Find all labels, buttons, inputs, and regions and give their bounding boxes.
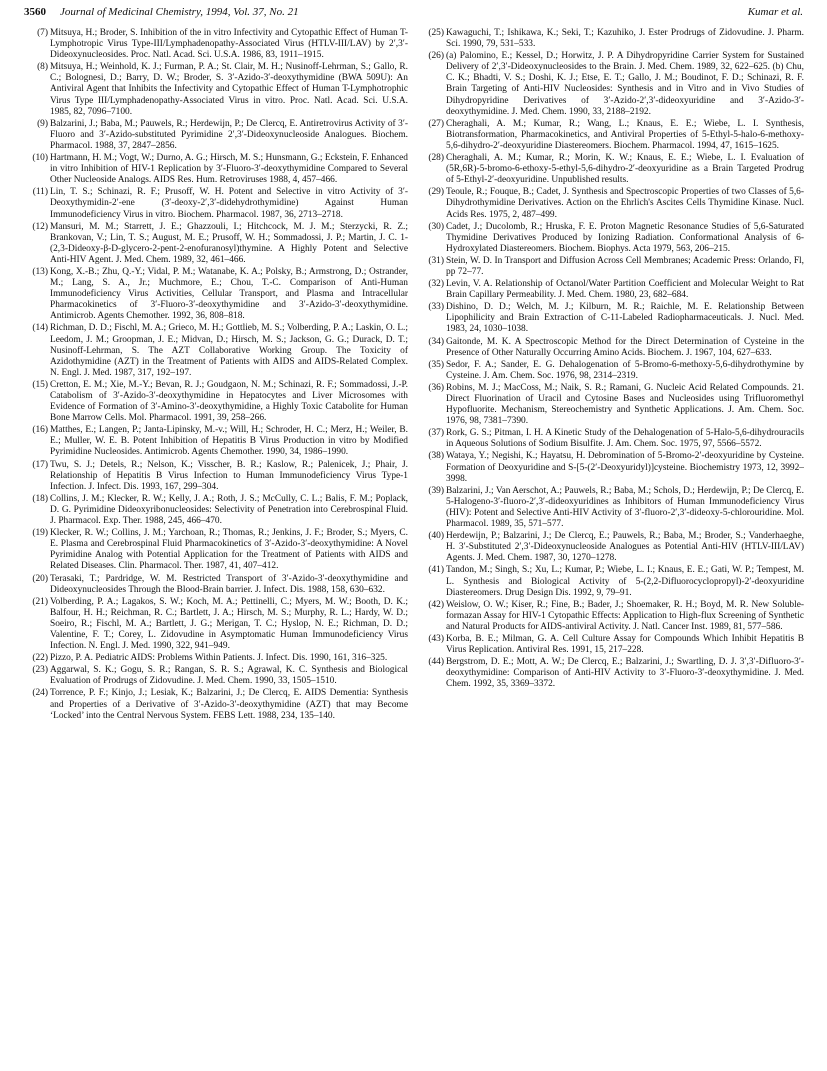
reference-entry <box>420 51 804 118</box>
reference-text: Volberding, P. A.; Lagakos, S. W.; Koch, M. A.; Pettinelli, C.; Myers, M. W.; Booth, D. K.; Balfour, H. H.; Reichman, R. C.; Bartlett, J. A.; Hirsch, M. S.; Murphy, R. L.; Hardy, W. D.; Soeiro, R.; Fischl, M. A.; Bartlett, J. G.; Merigan, T. C.; Hyslop, N. E.; Richman, D. D.; Valentine, F. T.; Corey, L. Zidovudine in Asymptomatic Human Immunodeficiency Virus Infection. N. Engl. J. Med. 1990, 322, 941–949. <box>50 596 408 652</box>
reference-text: Pizzo, P. A. Pediatric AIDS: Problems Within Patients. J. Infect. Dis. 1990, 161, 316–325. <box>50 653 388 664</box>
reference-entry <box>24 380 408 424</box>
reference-entry <box>24 597 408 652</box>
reference-text: Gaitonde, M. K. A Spectroscopic Method for the Direct Determination of Cysteine in the Presence of Other Naturally Occurring Amino Acids. Biochem. J. 1967, 104, 627–633. <box>446 336 804 358</box>
reference-entry <box>24 494 408 527</box>
reference-number: (31) <box>428 255 444 266</box>
reference-number: (36) <box>428 382 444 393</box>
reference-entry <box>420 565 804 598</box>
page-header <box>0 0 827 30</box>
reference-number: (44) <box>428 657 444 668</box>
reference-entry <box>24 28 408 61</box>
reference-entry <box>24 62 408 117</box>
reference-number: (30) <box>428 221 444 232</box>
reference-text: Cretton, E. M.; Xie, M.-Y.; Bevan, R. J.; Goudgaon, N. M.; Schinazi, R. F.; Sommadossi, J.-P. Catabolism of 3′-Azido-3′-deoxythymidine in Hepatocytes and Liver Microsomes with Evidence of Formation of 3′-Amino-3′-deoxythymidine, a Highly Toxic Catabolite for Human Bone Marrow Cells. Mol. Pharmacol. 1991, 39, 258–266. <box>50 379 408 424</box>
reference-entry <box>24 653 408 664</box>
reference-text: Matthes, E.; Langen, P.; Janta-Lipinsky, M.-v.; Will, H.; Schroder, H. C.; Merz, H.; Weiler, B. E.; Muller, W. E. B. Potent Inhibition of Hepatitis B Virus Production in vitro by Modified Pyrimidine Nucleosides. Antimicrob. Agents Chemother. 1990, 34, 1986–1990. <box>50 425 408 458</box>
reference-entry <box>24 187 408 220</box>
reference-entry <box>420 600 804 633</box>
reference-number: (42) <box>428 599 444 610</box>
reference-entry <box>24 688 408 721</box>
reference-number: (21) <box>32 596 48 607</box>
reference-entry <box>24 574 408 596</box>
references-right-column <box>420 28 804 691</box>
reference-text: Mitsuya, H.; Broder, S. Inhibition of the in vitro Infectivity and Cytopathic Effect of Human T-Lymphotropic Virus Type-III/Lymphadenopathy-Associated Virus (HTLV-III/LAV) by 2′,3′-Dideoxynucleosides. Proc. Natl. Acad. Sci. U.S.A. 1986, 83, 1911–1915. <box>50 28 408 61</box>
reference-text: Collins, J. M.; Klecker, R. W.; Kelly, J. A.; Roth, J. S.; McCully, C. L.; Balis, F. M.; Poplack, D. G. Pyrimidine Dideoxyribonucleosides: Selectivity of Penetration into Cerebrospinal Fluid. J. Pharmacol. Exp. Ther. 1988, 245, 466–470. <box>50 493 408 527</box>
reference-text: Richman, D. D.; Fischl, M. A.; Grieco, M. H.; Gottlieb, M. S.; Volberding, P. A.; Laskin, O. L.; Leedom, J. M.; Groopman, J. E.; Midvan, D.; Hirsch, M. S.; Jackson, G. G.; Durack, D. T.; Nusinoff-Lehrman, S. The AZT Collaborative Working Group. The Toxicity of Azidothymidine (AZT) in the Treatment of Patients with AIDS and AIDS-Related Complex. N. Engl. J. Med. 1987, 317, 192–197. <box>50 323 408 378</box>
reference-entry <box>24 222 408 266</box>
reference-number: (41) <box>428 565 444 576</box>
reference-text: Rork, G. S.; Pitman, I. H. A Kinetic Study of the Dehalogenation of 5-Halo-5,6-dihydrouracils in Aqueous Solutions of Sodium Bisulfite. J. Am. Chem. Soc. 1975, 97, 5566–5572. <box>446 428 804 450</box>
reference-entry <box>420 428 804 450</box>
reference-entry <box>24 267 408 322</box>
reference-text: Wataya, Y.; Negishi, K.; Hayatsu, H. Debromination of 5-Bromo-2′-deoxyuridine by Cysteine. Formation of Deoxyuridine and S-[5-(2′-Deoxyuridyl)]cysteine. Biochemistry 1973, 12, 3992–3998. <box>446 451 804 484</box>
reference-number: (38) <box>428 451 444 462</box>
reference-entry <box>24 665 408 687</box>
reference-number: (7) <box>37 28 48 38</box>
reference-entry <box>420 634 804 656</box>
reference-number: (23) <box>32 665 48 676</box>
reference-number: (13) <box>32 266 48 277</box>
reference-text: Cheraghali, A. M.; Kumar, R.; Wang, L.; Knaus, E. E.; Wiebe, L. I. Synthesis, Biotransformation, Pharmacokinetics, and Antiviral Properties of 5-Ethyl-5-halo-6-methoxy-5,6-dihydro-2′-deoxyuridine Diastereomers. Biochem. Pharmacol. 1994, 47, 1615–1625. <box>446 118 804 151</box>
references-left-column <box>24 28 408 723</box>
reference-number: (37) <box>428 428 444 439</box>
reference-number: (26) <box>428 51 444 62</box>
reference-entry <box>420 153 804 186</box>
reference-text: Mitsuya, H.; Weinhold, K. J.; Furman, P. A.; St. Clair, M. H.; Nusinoff-Lehrman, S.; Gallo, R. C.; Bolognesi, D.; Barry, D. W.; Broder, S. 3′-Azido-3′-deoxythymidine (BWA 509U): An Antiviral Agent that Inhibits the Infectivity and Cytopathic Effect of Human T-Lymphotrophic Virus Type III/Lymphadenopathy-Associated Virus in vitro. Proc. Natl. Acad. Sci. U.S.A. 1985, 82, 7096–7100. <box>50 62 408 117</box>
reference-entry <box>420 360 804 382</box>
reference-text: Cadet, J.; Ducolomb, R.; Hruska, F. E. Proton Magnetic Resonance Studies of 5,6-Saturated Thymidine Derivatives Produced by Ionizing Radiation. Conformational Analysis of 6-Hydroxylated Diastereomers. Biochem. Biophys. Acta 1979, 563, 206–215. <box>446 221 804 254</box>
reference-entry <box>420 222 804 255</box>
reference-number: (19) <box>32 528 48 539</box>
reference-text: Kawaguchi, T.; Ishikawa, K.; Seki, T.; Kazuhiko, J. Ester Prodrugs of Zidovudine. J. Pharm. Sci. 1990, 79, 531–533. <box>446 28 804 50</box>
reference-number: (34) <box>428 336 444 347</box>
reference-text: Klecker, R. W.; Collins, J. M.; Yarchoan, R.; Thomas, R.; Jenkins, J. F.; Broder, S.; Myers, C. E. Plasma and Cerebrospinal Fluid Pharmacokinetics of 3′-Azido-3′-deoxythymidine: A Novel Pyrimidine Analog with Potential Application for the Treatment of Patients with AIDS and Related Diseases. Clin. Pharmacol. Ther. 1987, 41, 407–412. <box>50 528 408 572</box>
reference-text: Sedor, F. A.; Sander, E. G. Dehalogenation of 5-Bromo-6-methoxy-5,6-dihydrothymine by Cysteine. J. Am. Chem. Soc. 1976, 98, 2314–2319. <box>446 359 804 381</box>
reference-number: (28) <box>428 153 444 164</box>
reference-number: (17) <box>32 459 48 470</box>
reference-entry <box>24 119 408 152</box>
reference-number: (29) <box>428 187 444 198</box>
reference-text: Terasaki, T.; Pardridge, W. M. Restricted Transport of 3′-Azido-3′-deoxythymidine and Dideoxynucleosides Through the Blood-Brain barrier. J. Infect. Dis. 1988, 158, 630–632. <box>50 573 408 595</box>
reference-text: Torrence, P. F.; Kinjo, J.; Lesiak, K.; Balzarini, J.; De Clercq, E. AIDS Dementia: Synthesis and Properties of a Derivative of 3′-Azido-3′-deoxythymidine (AZT) that may Become ‘Locked’ into the Central Nervous System. FEBS Lett. 1988, 234, 135–140. <box>50 688 408 721</box>
reference-entry <box>420 279 804 301</box>
reference-entry <box>420 337 804 359</box>
page-number: 3560 <box>24 6 46 18</box>
reference-number: (11) <box>32 187 48 198</box>
reference-text: Herdewijn, P.; Balzarini, J.; De Clercq, E.; Pauwels, R.; Baba, M.; Broder, S.; Vanderhaeghe, H. 3′-Substituted 2′,3′-Dideoxynucleoside Analogues as Potential Anti-HIV (HTLV-III/LAV) Agents. J. Med. Chem. 1987, 30, 1270–1278. <box>446 531 804 564</box>
reference-text: (a) Palomino, E.; Kessel, D.; Horwitz, J. P. A Dihydropyridine Carrier System for Sustained Delivery of 2′,3′-Dideoxynucleosides to the Brain. J. Med. Chem. 1989, 32, 622–625. (b) Chu, C. K.; Bhadti, V. S.; Doshi, K. J.; Etse, E. T.; Gallo, J. M.; Boudinot, F. D.; Schinazi, R. F. Brain Targeting of Anti-HIV Nucleosides: Synthesis and in Vitro and in Vivo Studies of Dihydropyridine Derivatives of 3′-Azido-2′,3′-dideoxyuridine and 3′-Azido-3′-deoxythymidine. J. Med. Chem. 1990, 33, 2188–2192. <box>446 51 804 117</box>
reference-entry <box>420 119 804 152</box>
reference-number: (16) <box>32 425 48 436</box>
reference-number: (25) <box>428 28 444 38</box>
reference-text: Levin, V. A. Relationship of Octanol/Water Partition Coefficient and Molecular Weight to Rat Brain Capillary Permeability. J. Med. Chem. 1980, 23, 682–684. <box>446 279 804 301</box>
reference-text: Robins, M. J.; MacCoss, M.; Naik, S. R.; Ramani, G. Nucleic Acid Related Compounds. 21. Direct Fluorination of Uracil and Cytosine Bases and Nucleosides using Trifluoromethyl Hypofluorite. Mechanism, Stereochemistry and Synthetic Applications. J. Am. Chem. Soc. 1976, 98, 7381–7390. <box>446 382 804 427</box>
reference-number: (14) <box>32 323 48 334</box>
reference-entry <box>420 531 804 564</box>
journal-citation: Journal of Medicinal Chemistry, 1994, Vol. 37, No. 21 <box>60 6 299 18</box>
reference-text: Cheraghali, A. M.; Kumar, R.; Morin, K. W.; Knaus, E. E.; Wiebe, L. I. Evaluation of (5R,6R)-5-bromo-6-ethoxy-5-ethyl-5,6-dihydro-2′-deoxyuridine as a Brain Targeted Prodrug of 5-Ethyl-2′-deoxyuridine. Unpublished results. <box>446 153 804 186</box>
reference-text: Korba, B. E.; Milman, G. A. Cell Culture Assay for Compounds Which Inhibit Hepatitis B Virus Replication. Antiviral Res. 1991, 15, 217–228. <box>446 633 804 656</box>
reference-entry <box>420 187 804 220</box>
reference-number: (39) <box>428 485 444 496</box>
reference-entry <box>24 425 408 458</box>
reference-number: (33) <box>428 302 444 313</box>
reference-text: Weislow, O. W.; Kiser, R.; Fine, B.; Bader, J.; Shoemaker, R. H.; Boyd, M. R. New Soluble-formazan Assay for HIV-1 Cytopathic Effects: Application to High-flux Screening of Synthetic and Natural Products for AIDS-antiviral Activity. J. Natl. Cancer Inst. 1989, 81, 577–586. <box>446 599 804 632</box>
reference-text: Balzarini, J.; Baba, M.; Pauwels, R.; Herdewijn, P.; De Clercq, E. Antiretrovirus Activity of 3′-Fluoro and 3′-Azido-substituted Pyrimidine 2′,3′-Dideoxynucleoside Analogues. Biochem. Pharmacol. 1988, 37, 2847–2856. <box>50 118 408 151</box>
reference-entry <box>420 486 804 530</box>
reference-entry <box>420 302 804 335</box>
reference-text: Balzarini, J.; Van Aerschot, A.; Pauwels, R.; Baba, M.; Schols, D.; Herdewijn, P.; De Clercq, E. 5-Halogeno-3′-fluoro-2′,3′-dideoxyuridines as Inhibitors of Human Immunodeficiency Virus (HIV): Potent and Selective Anti-HIV Activity of 3′-fluoro-2′,3′-dideoxy-5-chlorouridine. Mol. Pharmacol. 1989, 35, 571–577. <box>446 485 804 530</box>
reference-entry <box>420 256 804 278</box>
reference-text: Bergstrom, D. E.; Mott, A. W.; De Clercq, E.; Balzarini, J.; Swartling, D. J. 3′,3′-Difluoro-3′-deoxythymidine: Comparison of Anti-HIV Activity to 3′-Fluoro-3′-deoxythymidine. J. Med. Chem. 1992, 35, 3369–3372. <box>446 657 804 690</box>
reference-number: (32) <box>428 279 444 290</box>
reference-entry <box>420 28 804 50</box>
reference-text: Kong, X.-B.; Zhu, Q.-Y.; Vidal, P. M.; Watanabe, K. A.; Polsky, B.; Armstrong, D.; Ostrander, M.; Lang, S. A., Jr.; Muchmore, E.; Chou, T.-C. Comparison of Anti-Human Immunodeficiency Virus Activities, Cellular Transport, and Plasma and Intracellular Pharmacokinetics of 3′-Fluoro-3′-deoxythymidine and 3′-Azido-3′-deoxythymidine. Antimicrob. Agents Chemother. 1992, 36, 808–818. <box>50 266 408 322</box>
reference-entry <box>24 460 408 493</box>
reference-text: Lin, T. S.; Schinazi, R. F.; Prusoff, W. H. Potent and Selective in vitro Activity of 3′-Deoxythymidin-2′-ene (3′-deoxy-2′,3′-didehydrothymidine) Against Human Immunodeficiency Virus in vitro. Biochem. Pharmacol. 1987, 36, 2713–2718. <box>50 187 408 220</box>
reference-entry <box>420 383 804 427</box>
reference-entry <box>420 451 804 484</box>
reference-number: (10) <box>32 153 48 164</box>
reference-entry <box>420 657 804 690</box>
reference-text: Twu, S. J.; Detels, R.; Nelson, K.; Visscher, B. R.; Kaslow, R.; Palenicek, J.; Phair, J. Relationship of Hepatitis B Virus Infection to Human Immunodeficiency Virus Type-1 Infection. J. Infect. Dis. 1993, 167, 299–304. <box>50 459 408 492</box>
reference-number: (12) <box>32 221 48 232</box>
reference-number: (15) <box>32 379 48 390</box>
reference-number: (9) <box>37 118 48 129</box>
reference-text: Aggarwal, S. K.; Gogu, S. R.; Rangan, S. R. S.; Agrawal, K. C. Synthesis and Biological Evaluation of Prodrugs of Zidovudine. J. Med. Chem. 1990, 33, 1505–1510. <box>50 665 408 687</box>
reference-entry <box>24 323 408 378</box>
reference-number: (20) <box>32 573 48 584</box>
reference-text: Mansuri, M. M.; Starrett, J. E.; Ghazzouli, I.; Hitchcock, M. J. M.; Sterzycki, R. Z.; Brankovan, V.; Lin, T. S.; August, M. E.; Prusoff, W. H.; Sommadossi, J. P.; Martin, J. C. 1-(2,3-Dideoxy-β-D-glycero-2-pent-2-enofuranosyl)thymine. A Highly Potent and Selective Anti-HIV Agent. J. Med. Chem. 1989, 32, 461–466. <box>50 221 408 265</box>
reference-entry <box>24 153 408 186</box>
reference-entry <box>24 528 408 572</box>
reference-number: (22) <box>32 653 48 664</box>
reference-number: (43) <box>428 633 444 644</box>
reference-number: (35) <box>428 359 444 370</box>
reference-text: Hartmann, H. M.; Vogt, W.; Durno, A. G.; Hirsch, M. S.; Hunsmann, G.; Eckstein, F. Enhanced in vitro Inhibition of HIV-1 Replication by 3′-Fluoro-3′-deoxythymidine Compared to Several Other Nucleoside Analogs. AIDS Res. Hum. Retroviruses 1988, 4, 457–466. <box>50 153 408 186</box>
reference-text: Dishino, D. D.; Welch, M. J.; Kilburn, M. R.; Raichle, M. E. Relationship Between Lipophilicity and Brain Extraction of C-11-Labeled Radiopharmaceuticals. J. Nucl. Med. 1983, 24, 1030–1038. <box>446 302 804 335</box>
reference-number: (18) <box>32 493 48 504</box>
reference-text: Tandon, M.; Singh, S.; Xu, L.; Kumar, P.; Wiebe, L. I.; Knaus, E. E.; Gati, W. P.; Tempest, M. L. Synthesis and Biological Activity of 5-(2,2-Difluorocyclopropyl)-2′-deoxyuridine Diastereomers. Drug Design Dis. 1992, 9, 79–91. <box>446 565 804 598</box>
reference-number: (27) <box>428 118 444 129</box>
reference-text: Teoule, R.; Fouque, B.; Cadet, J. Synthesis and Spectroscopic Properties of two Classes of 5,6-Dihydrothymidine Derivatives. Action on the Ehrlich's Ascites Cells Thymidine Kinase. Nucl. Acids Res. 1975, 2, 487–499. <box>446 187 804 220</box>
reference-number: (24) <box>32 688 48 699</box>
reference-number: (40) <box>428 531 444 542</box>
reference-number: (8) <box>37 62 48 73</box>
running-authors: Kumar et al. <box>747 6 803 18</box>
reference-text: Stein, W. D. In Transport and Diffusion Across Cell Membranes; Academic Press: Orlando, Fl, pp 72–77. <box>446 255 804 277</box>
